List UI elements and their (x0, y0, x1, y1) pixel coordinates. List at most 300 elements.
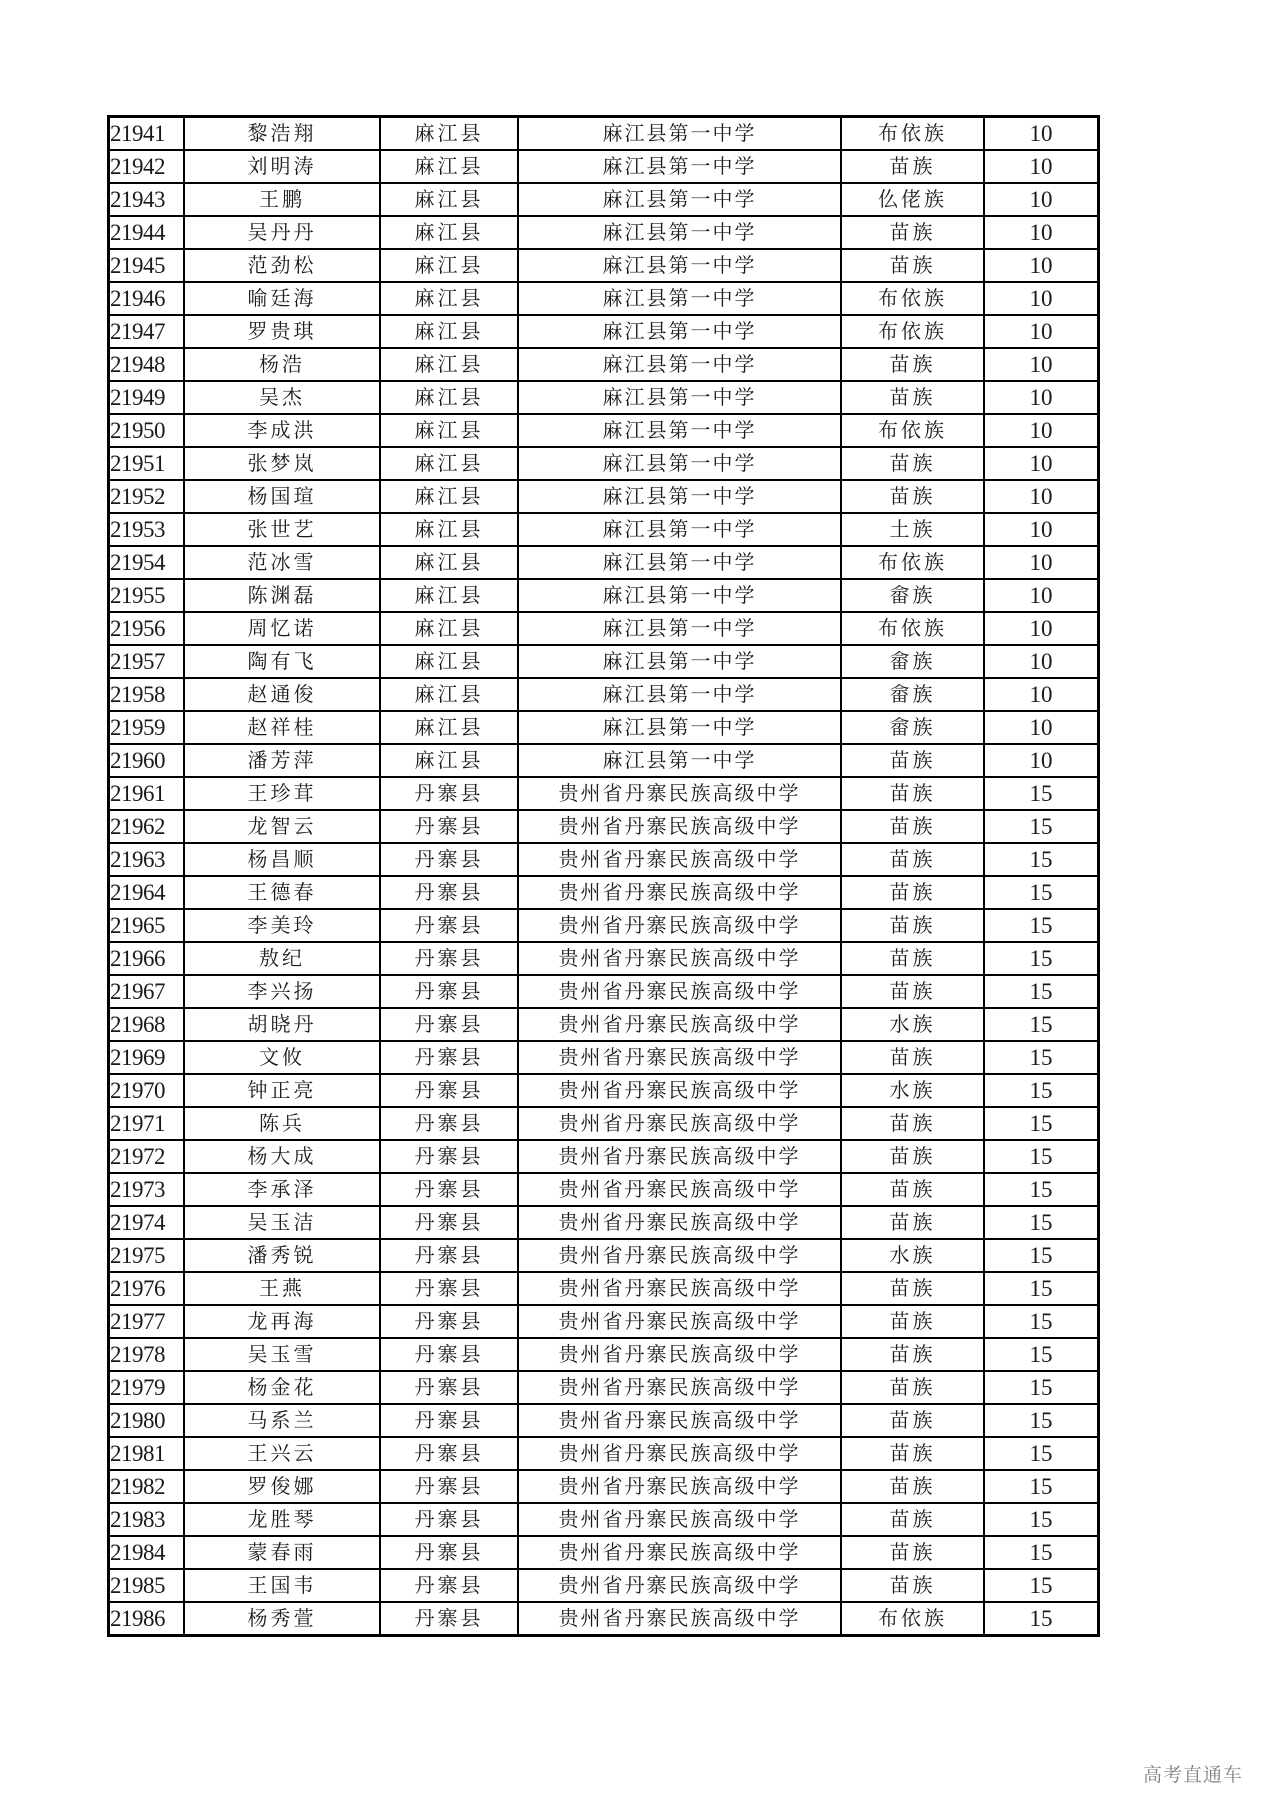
table-row (109, 183, 1099, 216)
table-row (109, 1470, 1099, 1503)
cell-name: 罗贵琪 (184, 315, 380, 348)
cell-ethnicity: 苗族 (841, 1470, 984, 1503)
cell-ethnicity: 畲族 (841, 579, 984, 612)
table-row (109, 612, 1099, 645)
table-row (109, 1206, 1099, 1239)
table-row (109, 1239, 1099, 1272)
cell-school: 贵州省丹寨民族高级中学 (518, 1074, 841, 1107)
cell-score: 15 (984, 843, 1099, 876)
cell-id: 21948 (109, 348, 185, 381)
cell-school: 贵州省丹寨民族高级中学 (518, 1569, 841, 1602)
cell-name: 范劲松 (184, 249, 380, 282)
cell-name: 蒙春雨 (184, 1536, 380, 1569)
cell-school: 贵州省丹寨民族高级中学 (518, 1239, 841, 1272)
table-row (109, 777, 1099, 810)
cell-score: 15 (984, 1338, 1099, 1371)
table-row (109, 1569, 1099, 1602)
cell-school: 麻江县第一中学 (518, 117, 841, 151)
cell-id: 21947 (109, 315, 185, 348)
cell-county: 丹寨县 (380, 1140, 518, 1173)
cell-county: 丹寨县 (380, 1008, 518, 1041)
table-row (109, 249, 1099, 282)
cell-county: 丹寨县 (380, 1338, 518, 1371)
cell-name: 杨金花 (184, 1371, 380, 1404)
cell-score: 10 (984, 117, 1099, 151)
student-roster-table (107, 115, 1100, 1637)
cell-name: 杨秀萱 (184, 1602, 380, 1636)
cell-ethnicity: 苗族 (841, 810, 984, 843)
table-row (109, 579, 1099, 612)
cell-ethnicity: 苗族 (841, 480, 984, 513)
cell-id: 21955 (109, 579, 185, 612)
cell-county: 麻江县 (380, 282, 518, 315)
cell-school: 贵州省丹寨民族高级中学 (518, 1470, 841, 1503)
cell-id: 21963 (109, 843, 185, 876)
cell-name: 潘秀锐 (184, 1239, 380, 1272)
cell-score: 10 (984, 249, 1099, 282)
table-row (109, 381, 1099, 414)
table-row (109, 1074, 1099, 1107)
cell-id: 21946 (109, 282, 185, 315)
cell-id: 21943 (109, 183, 185, 216)
cell-school: 贵州省丹寨民族高级中学 (518, 843, 841, 876)
cell-name: 龙胜琴 (184, 1503, 380, 1536)
cell-school: 贵州省丹寨民族高级中学 (518, 1305, 841, 1338)
cell-id: 21972 (109, 1140, 185, 1173)
cell-name: 赵祥桂 (184, 711, 380, 744)
cell-name: 王燕 (184, 1272, 380, 1305)
cell-ethnicity: 苗族 (841, 876, 984, 909)
cell-id: 21980 (109, 1404, 185, 1437)
cell-name: 马系兰 (184, 1404, 380, 1437)
cell-ethnicity: 苗族 (841, 942, 984, 975)
cell-school: 贵州省丹寨民族高级中学 (518, 1107, 841, 1140)
table-row (109, 1140, 1099, 1173)
cell-ethnicity: 苗族 (841, 1371, 984, 1404)
table-row (109, 1173, 1099, 1206)
cell-county: 丹寨县 (380, 1173, 518, 1206)
cell-county: 丹寨县 (380, 1470, 518, 1503)
table-row (109, 117, 1099, 151)
table-row (109, 447, 1099, 480)
cell-ethnicity: 水族 (841, 1008, 984, 1041)
cell-id: 21959 (109, 711, 185, 744)
cell-name: 杨浩 (184, 348, 380, 381)
cell-id: 21962 (109, 810, 185, 843)
cell-school: 贵州省丹寨民族高级中学 (518, 810, 841, 843)
cell-county: 丹寨县 (380, 1206, 518, 1239)
cell-ethnicity: 苗族 (841, 216, 984, 249)
table-row (109, 414, 1099, 447)
cell-ethnicity: 布依族 (841, 315, 984, 348)
cell-county: 丹寨县 (380, 843, 518, 876)
cell-ethnicity: 布依族 (841, 117, 984, 151)
table-row (109, 1371, 1099, 1404)
cell-name: 潘芳萍 (184, 744, 380, 777)
cell-score: 15 (984, 777, 1099, 810)
cell-score: 15 (984, 1074, 1099, 1107)
cell-county: 丹寨县 (380, 810, 518, 843)
cell-name: 陈渊磊 (184, 579, 380, 612)
cell-ethnicity: 布依族 (841, 282, 984, 315)
cell-id: 21973 (109, 1173, 185, 1206)
cell-ethnicity: 畲族 (841, 711, 984, 744)
cell-id: 21964 (109, 876, 185, 909)
cell-county: 丹寨县 (380, 975, 518, 1008)
cell-county: 丹寨县 (380, 909, 518, 942)
cell-name: 李美玲 (184, 909, 380, 942)
table-row (109, 546, 1099, 579)
cell-id: 21969 (109, 1041, 185, 1074)
watermark-text: 高考直通车 (1143, 1764, 1244, 1786)
cell-score: 10 (984, 282, 1099, 315)
cell-id: 21975 (109, 1239, 185, 1272)
table-row (109, 1404, 1099, 1437)
cell-ethnicity: 苗族 (841, 249, 984, 282)
cell-county: 丹寨县 (380, 1437, 518, 1470)
cell-ethnicity: 苗族 (841, 1041, 984, 1074)
cell-ethnicity: 土族 (841, 513, 984, 546)
cell-score: 10 (984, 447, 1099, 480)
cell-name: 吴玉雪 (184, 1338, 380, 1371)
cell-school: 贵州省丹寨民族高级中学 (518, 1503, 841, 1536)
cell-score: 15 (984, 1437, 1099, 1470)
cell-id: 21942 (109, 150, 185, 183)
cell-school: 贵州省丹寨民族高级中学 (518, 1536, 841, 1569)
cell-county: 麻江县 (380, 678, 518, 711)
cell-id: 21970 (109, 1074, 185, 1107)
cell-county: 麻江县 (380, 612, 518, 645)
cell-score: 10 (984, 645, 1099, 678)
cell-name: 胡晓丹 (184, 1008, 380, 1041)
cell-score: 10 (984, 315, 1099, 348)
cell-ethnicity: 苗族 (841, 381, 984, 414)
cell-name: 王鹏 (184, 183, 380, 216)
cell-score: 15 (984, 1239, 1099, 1272)
cell-id: 21956 (109, 612, 185, 645)
cell-id: 21957 (109, 645, 185, 678)
cell-score: 15 (984, 1140, 1099, 1173)
cell-id: 21965 (109, 909, 185, 942)
cell-id: 21950 (109, 414, 185, 447)
cell-county: 麻江县 (380, 216, 518, 249)
table-row (109, 282, 1099, 315)
cell-score: 15 (984, 1107, 1099, 1140)
cell-school: 麻江县第一中学 (518, 150, 841, 183)
cell-ethnicity: 苗族 (841, 777, 984, 810)
cell-name: 陈兵 (184, 1107, 380, 1140)
table-row (109, 1536, 1099, 1569)
cell-name: 杨大成 (184, 1140, 380, 1173)
cell-county: 麻江县 (380, 117, 518, 151)
cell-id: 21953 (109, 513, 185, 546)
table-row (109, 150, 1099, 183)
cell-school: 贵州省丹寨民族高级中学 (518, 1140, 841, 1173)
table-row (109, 810, 1099, 843)
cell-ethnicity: 苗族 (841, 909, 984, 942)
cell-name: 杨昌顺 (184, 843, 380, 876)
cell-name: 王国韦 (184, 1569, 380, 1602)
cell-county: 麻江县 (380, 348, 518, 381)
cell-ethnicity: 苗族 (841, 1305, 984, 1338)
table-row (109, 1602, 1099, 1636)
cell-score: 15 (984, 1569, 1099, 1602)
cell-name: 范冰雪 (184, 546, 380, 579)
cell-school: 贵州省丹寨民族高级中学 (518, 1437, 841, 1470)
cell-school: 麻江县第一中学 (518, 216, 841, 249)
cell-county: 丹寨县 (380, 1569, 518, 1602)
cell-school: 贵州省丹寨民族高级中学 (518, 1371, 841, 1404)
cell-score: 10 (984, 612, 1099, 645)
cell-score: 15 (984, 876, 1099, 909)
cell-score: 15 (984, 1173, 1099, 1206)
table-row (109, 1008, 1099, 1041)
cell-county: 丹寨县 (380, 876, 518, 909)
cell-school: 贵州省丹寨民族高级中学 (518, 1206, 841, 1239)
cell-id: 21974 (109, 1206, 185, 1239)
cell-id: 21967 (109, 975, 185, 1008)
cell-school: 贵州省丹寨民族高级中学 (518, 1338, 841, 1371)
cell-score: 15 (984, 1206, 1099, 1239)
cell-school: 麻江县第一中学 (518, 315, 841, 348)
cell-school: 麻江县第一中学 (518, 513, 841, 546)
table-row (109, 1305, 1099, 1338)
table-row (109, 1338, 1099, 1371)
cell-name: 王德春 (184, 876, 380, 909)
cell-school: 贵州省丹寨民族高级中学 (518, 876, 841, 909)
cell-county: 丹寨县 (380, 1404, 518, 1437)
cell-name: 李兴扬 (184, 975, 380, 1008)
table-row (109, 711, 1099, 744)
cell-county: 丹寨县 (380, 1503, 518, 1536)
table-row (109, 876, 1099, 909)
cell-county: 麻江县 (380, 579, 518, 612)
cell-name: 敖纪 (184, 942, 380, 975)
cell-name: 赵通俊 (184, 678, 380, 711)
cell-score: 15 (984, 1470, 1099, 1503)
cell-county: 丹寨县 (380, 1305, 518, 1338)
cell-school: 麻江县第一中学 (518, 282, 841, 315)
cell-school: 贵州省丹寨民族高级中学 (518, 1173, 841, 1206)
cell-county: 丹寨县 (380, 1272, 518, 1305)
cell-score: 15 (984, 975, 1099, 1008)
cell-school: 贵州省丹寨民族高级中学 (518, 1602, 841, 1636)
cell-id: 21971 (109, 1107, 185, 1140)
cell-score: 10 (984, 381, 1099, 414)
cell-name: 刘明涛 (184, 150, 380, 183)
cell-score: 15 (984, 1503, 1099, 1536)
cell-school: 麻江县第一中学 (518, 414, 841, 447)
cell-school: 麻江县第一中学 (518, 183, 841, 216)
cell-school: 贵州省丹寨民族高级中学 (518, 975, 841, 1008)
cell-id: 21952 (109, 480, 185, 513)
cell-name: 王珍茸 (184, 777, 380, 810)
cell-ethnicity: 苗族 (841, 1272, 984, 1305)
cell-county: 麻江县 (380, 414, 518, 447)
cell-ethnicity: 苗族 (841, 744, 984, 777)
cell-ethnicity: 苗族 (841, 1206, 984, 1239)
cell-ethnicity: 苗族 (841, 975, 984, 1008)
cell-name: 张世艺 (184, 513, 380, 546)
cell-county: 丹寨县 (380, 1074, 518, 1107)
cell-score: 15 (984, 1041, 1099, 1074)
cell-name: 李成洪 (184, 414, 380, 447)
table-row (109, 975, 1099, 1008)
roster-body (109, 117, 1099, 1636)
cell-id: 21984 (109, 1536, 185, 1569)
cell-score: 10 (984, 546, 1099, 579)
cell-id: 21976 (109, 1272, 185, 1305)
cell-ethnicity: 布依族 (841, 546, 984, 579)
cell-county: 麻江县 (380, 513, 518, 546)
cell-id: 21981 (109, 1437, 185, 1470)
cell-score: 15 (984, 1404, 1099, 1437)
cell-county: 麻江县 (380, 447, 518, 480)
cell-name: 李承泽 (184, 1173, 380, 1206)
cell-school: 贵州省丹寨民族高级中学 (518, 1404, 841, 1437)
cell-score: 15 (984, 1371, 1099, 1404)
cell-ethnicity: 苗族 (841, 447, 984, 480)
cell-score: 10 (984, 744, 1099, 777)
table-row (109, 645, 1099, 678)
cell-id: 21941 (109, 117, 185, 151)
cell-id: 21983 (109, 1503, 185, 1536)
cell-county: 丹寨县 (380, 1107, 518, 1140)
cell-id: 21968 (109, 1008, 185, 1041)
cell-name: 罗俊娜 (184, 1470, 380, 1503)
cell-ethnicity: 苗族 (841, 1107, 984, 1140)
cell-name: 杨国瑄 (184, 480, 380, 513)
table-row (109, 942, 1099, 975)
cell-county: 丹寨县 (380, 1041, 518, 1074)
cell-county: 麻江县 (380, 150, 518, 183)
cell-county: 丹寨县 (380, 942, 518, 975)
cell-score: 10 (984, 183, 1099, 216)
cell-school: 麻江县第一中学 (518, 447, 841, 480)
cell-school: 贵州省丹寨民族高级中学 (518, 1008, 841, 1041)
cell-county: 丹寨县 (380, 1602, 518, 1636)
cell-name: 龙智云 (184, 810, 380, 843)
cell-ethnicity: 苗族 (841, 1404, 984, 1437)
cell-score: 10 (984, 414, 1099, 447)
cell-id: 21949 (109, 381, 185, 414)
cell-id: 21945 (109, 249, 185, 282)
cell-score: 10 (984, 480, 1099, 513)
cell-ethnicity: 苗族 (841, 1536, 984, 1569)
cell-school: 贵州省丹寨民族高级中学 (518, 942, 841, 975)
cell-score: 10 (984, 348, 1099, 381)
cell-ethnicity: 苗族 (841, 843, 984, 876)
table-row (109, 1041, 1099, 1074)
cell-county: 麻江县 (380, 744, 518, 777)
cell-school: 麻江县第一中学 (518, 744, 841, 777)
cell-score: 15 (984, 810, 1099, 843)
cell-ethnicity: 苗族 (841, 348, 984, 381)
cell-score: 15 (984, 909, 1099, 942)
cell-id: 21985 (109, 1569, 185, 1602)
table-row (109, 348, 1099, 381)
cell-name: 张梦岚 (184, 447, 380, 480)
cell-score: 15 (984, 1008, 1099, 1041)
table-row (109, 1107, 1099, 1140)
cell-ethnicity: 苗族 (841, 1503, 984, 1536)
cell-school: 麻江县第一中学 (518, 579, 841, 612)
cell-score: 15 (984, 1602, 1099, 1636)
cell-county: 麻江县 (380, 711, 518, 744)
cell-id: 21977 (109, 1305, 185, 1338)
table-row (109, 1437, 1099, 1470)
cell-score: 10 (984, 579, 1099, 612)
table-row (109, 216, 1099, 249)
cell-score: 10 (984, 216, 1099, 249)
cell-name: 吴玉洁 (184, 1206, 380, 1239)
cell-county: 丹寨县 (380, 1239, 518, 1272)
cell-name: 文攸 (184, 1041, 380, 1074)
cell-score: 10 (984, 150, 1099, 183)
cell-id: 21958 (109, 678, 185, 711)
cell-ethnicity: 畲族 (841, 678, 984, 711)
cell-county: 麻江县 (380, 381, 518, 414)
cell-name: 钟正亮 (184, 1074, 380, 1107)
cell-ethnicity: 苗族 (841, 1569, 984, 1602)
table-row (109, 843, 1099, 876)
cell-id: 21960 (109, 744, 185, 777)
table-row (109, 1503, 1099, 1536)
cell-ethnicity: 水族 (841, 1239, 984, 1272)
table-row (109, 678, 1099, 711)
cell-name: 吴杰 (184, 381, 380, 414)
cell-school: 麻江县第一中学 (518, 546, 841, 579)
cell-school: 麻江县第一中学 (518, 249, 841, 282)
cell-id: 21966 (109, 942, 185, 975)
cell-score: 15 (984, 1272, 1099, 1305)
cell-id: 21986 (109, 1602, 185, 1636)
cell-ethnicity: 布依族 (841, 414, 984, 447)
cell-id: 21961 (109, 777, 185, 810)
cell-ethnicity: 苗族 (841, 1140, 984, 1173)
cell-score: 15 (984, 942, 1099, 975)
cell-ethnicity: 仫佬族 (841, 183, 984, 216)
cell-school: 贵州省丹寨民族高级中学 (518, 1272, 841, 1305)
cell-ethnicity: 布依族 (841, 1602, 984, 1636)
cell-ethnicity: 苗族 (841, 1338, 984, 1371)
cell-id: 21982 (109, 1470, 185, 1503)
cell-id: 21951 (109, 447, 185, 480)
cell-score: 10 (984, 678, 1099, 711)
cell-county: 麻江县 (380, 480, 518, 513)
cell-name: 黎浩翔 (184, 117, 380, 151)
cell-id: 21944 (109, 216, 185, 249)
cell-name: 周忆诺 (184, 612, 380, 645)
cell-school: 贵州省丹寨民族高级中学 (518, 1041, 841, 1074)
cell-school: 麻江县第一中学 (518, 612, 841, 645)
cell-ethnicity: 水族 (841, 1074, 984, 1107)
cell-school: 麻江县第一中学 (518, 348, 841, 381)
cell-ethnicity: 布依族 (841, 612, 984, 645)
cell-county: 麻江县 (380, 315, 518, 348)
cell-id: 21979 (109, 1371, 185, 1404)
cell-school: 麻江县第一中学 (518, 711, 841, 744)
cell-score: 15 (984, 1305, 1099, 1338)
cell-school: 麻江县第一中学 (518, 678, 841, 711)
cell-name: 吴丹丹 (184, 216, 380, 249)
cell-id: 21954 (109, 546, 185, 579)
cell-school: 贵州省丹寨民族高级中学 (518, 909, 841, 942)
cell-ethnicity: 畲族 (841, 645, 984, 678)
table-row (109, 315, 1099, 348)
cell-name: 龙再海 (184, 1305, 380, 1338)
cell-name: 喻廷海 (184, 282, 380, 315)
